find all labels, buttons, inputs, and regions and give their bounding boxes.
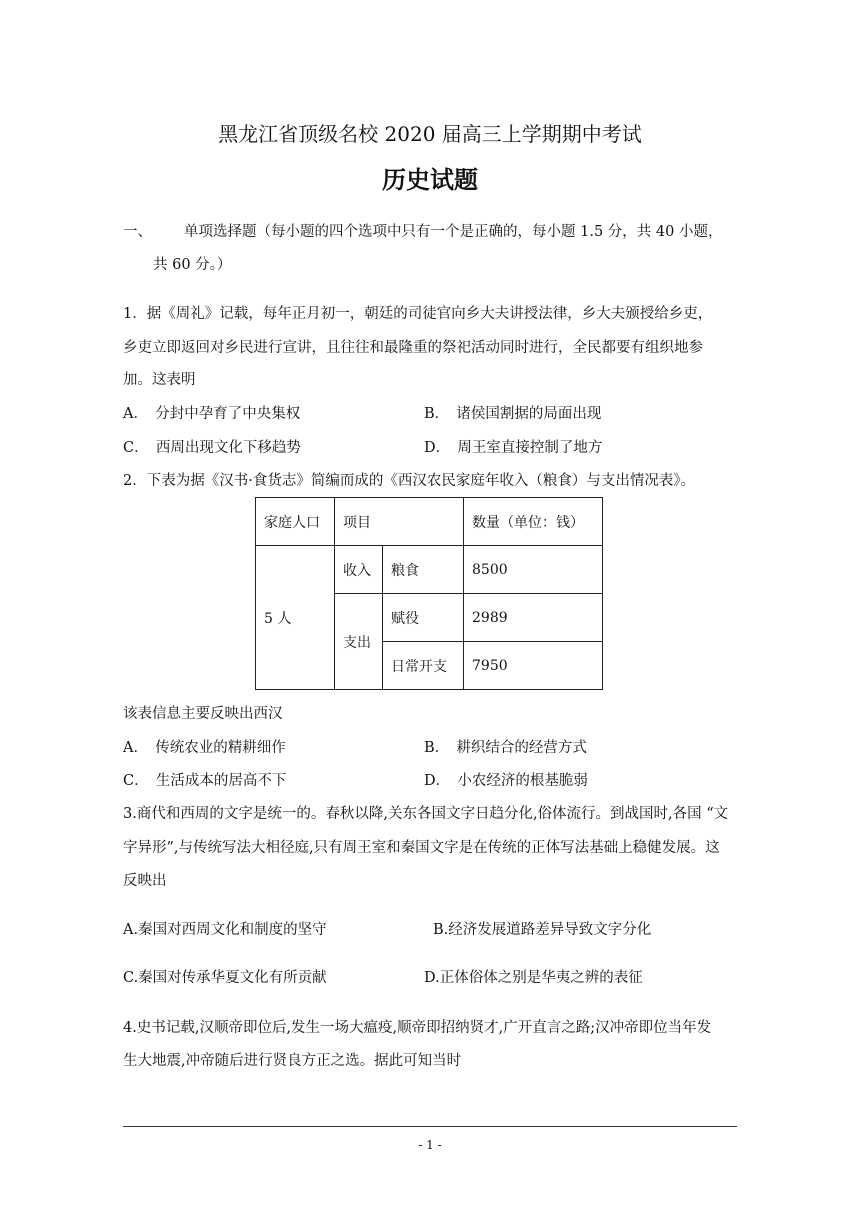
q4-stem-line2: 生大地震,冲帝随后进行贤良方正之选。据此可知当时 xyxy=(123,1053,462,1069)
q3-option-a: A.秦国对西周文化和制度的坚守 xyxy=(123,922,327,938)
table-cell-grain: 粮食 xyxy=(383,546,464,594)
q3-stem-line1: 3.商代和西周的文字是统一的。春秋以降,关东各国文字日趋分化,俗体流行。到战国时,各国 “文 xyxy=(123,806,729,822)
footer-divider xyxy=(123,1126,737,1127)
q4-stem-line1: 4.史书记载,汉顺帝即位后,发生一场大瘟疫,顺帝即招纳贤才,广开直言之路;汉冲帝即位当年发 xyxy=(123,1020,712,1036)
table-header-amount: 数量（单位：钱） xyxy=(464,498,603,546)
table-cell-daily-value: 7950 xyxy=(464,642,603,690)
table-header-item: 项目 xyxy=(335,498,464,546)
q1-option-b: B． 诸侯国割据的局面出现 xyxy=(424,406,602,422)
q1-stem-line1: 1．据《周礼》记载，每年正月初一，朝廷的司徒官向乡大夫讲授法律，乡大夫颁授给乡吏， xyxy=(123,306,713,322)
q1-option-c: C． 西周出现文化下移趋势 xyxy=(123,440,301,456)
q2-option-b: B． 耕织结合的经营方式 xyxy=(424,740,587,756)
q2-option-d: D． 小农经济的根基脆弱 xyxy=(424,773,588,789)
exam-subject-title: 历史试题 xyxy=(382,166,478,194)
section-heading-cont: 共 60 分。） xyxy=(153,257,232,273)
table-cell-tax-value: 2989 xyxy=(464,594,603,642)
q3-option-d: D.正体俗体之别是华夷之辨的表征 xyxy=(424,970,643,986)
q2-after-table: 该表信息主要反映出西汉 xyxy=(123,706,283,722)
table-cell-tax: 赋役 xyxy=(383,594,464,642)
q3-option-b: B.经济发展道路差异导致文字分化 xyxy=(433,922,652,938)
page-number: - 1 - xyxy=(418,1138,442,1152)
q3-stem-line2: 字异形”,与传统写法大相径庭,只有周王室和秦国文字是在传统的正体写法基础上稳健发展。这 xyxy=(123,840,720,856)
q1-option-d: D． 周王室直接控制了地方 xyxy=(424,440,603,456)
q3-option-c: C.秦国对传承华夏文化有所贡献 xyxy=(123,970,327,986)
q1-stem-line3: 加。这表明 xyxy=(123,372,196,388)
table-header-population: 家庭人口 xyxy=(256,498,335,546)
section-heading: 单项选择题（每小题的四个选项中只有一个是正确的，每小题 1.5 分，共 40 小题， xyxy=(184,224,723,240)
q2-stem: 2．下表为据《汉书·食货志》简编而成的《西汉农民家庭年收入（粮食）与支出情况表》。 xyxy=(123,473,696,489)
table-cell-population: 5 人 xyxy=(256,546,335,690)
section-number: 一、 xyxy=(123,224,152,240)
q3-stem-line3: 反映出 xyxy=(123,873,167,889)
q1-stem-line2: 乡吏立即返回对乡民进行宣讲，且往往和最隆重的祭祀活动同时进行，全民都要有组织地参 xyxy=(123,340,703,356)
q2-option-c: C． 生活成本的居高不下 xyxy=(123,773,287,789)
q2-option-a: A． 传统农业的精耕细作 xyxy=(123,740,286,756)
exam-title: 黑龙江省顶级名校 2020 届高三上学期期中考试 xyxy=(218,122,642,146)
income-expense-table xyxy=(255,497,603,690)
table-cell-expense: 支出 xyxy=(335,594,383,690)
table-cell-grain-value: 8500 xyxy=(464,546,603,594)
table-cell-income: 收入 xyxy=(335,546,383,594)
table-cell-daily: 日常开支 xyxy=(383,642,464,690)
q1-option-a: A． 分封中孕育了中央集权 xyxy=(123,406,301,422)
